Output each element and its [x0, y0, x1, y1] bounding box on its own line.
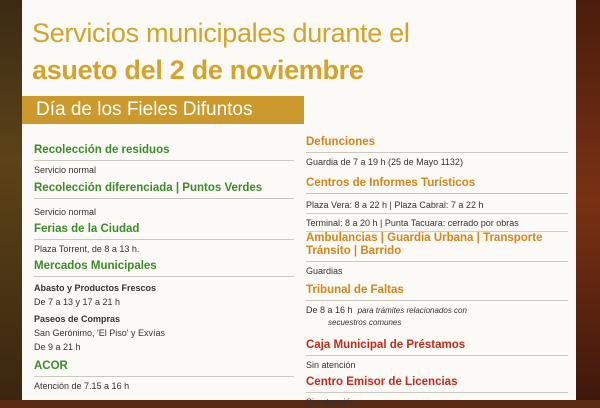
section-text: Sin atención: [306, 360, 356, 370]
section-licencias: [306, 376, 568, 408]
divider: [34, 198, 294, 199]
divider: [34, 376, 294, 377]
section-heading: Tránsito | Barrido: [306, 245, 402, 257]
section-text: Servicio normal: [34, 165, 97, 175]
section-text: [306, 304, 568, 317]
section-text: De 9 a 21 h: [34, 342, 81, 352]
divider: [306, 193, 568, 194]
divider: [34, 276, 294, 277]
section-heading: Recolección diferenciada | Puntos Verdes: [34, 182, 263, 194]
section-text: Guardias: [306, 266, 343, 276]
title-line-1: Servicios municipales durante el: [32, 18, 410, 48]
subsection-heading: Paseos de Compras: [34, 314, 121, 324]
section-heading: Ferias de la Ciudad: [34, 223, 140, 235]
subsection-heading: Abasto y Productos Frescos: [34, 283, 157, 293]
section-tribunal-faltas: [306, 284, 568, 329]
section-note: secuestros comunes: [328, 318, 402, 327]
divider: [306, 152, 568, 153]
section-turisticos: [306, 177, 568, 232]
divider: [34, 239, 294, 240]
section-ferias: [34, 223, 294, 255]
section-text: San Gerónimo, 'El Piso' y Exvías: [34, 328, 165, 338]
section-heading: Centros de Informes Turísticos: [306, 177, 476, 189]
section-text: Servicio normal: [34, 207, 97, 217]
section-text: De 7 a 13 y 17 a 21 h: [34, 297, 121, 307]
section-text: Plaza Vera: 8 a 22 h | Plaza Cabral: 7 a 22 h: [306, 198, 568, 214]
section-ambulancias: [306, 232, 568, 277]
section-heading: Tribunal de Faltas: [306, 284, 404, 296]
section-text: Terminal: 8 a 20 h | Punta Tacuara: cerrado por obras: [306, 216, 568, 232]
divider: [306, 261, 568, 262]
section-heading: Defunciones: [306, 136, 376, 148]
section-recoleccion: [34, 144, 294, 176]
section-text: Guardia de 7 a 19 h (25 de Mayo 1132): [306, 157, 463, 167]
background-left: [0, 0, 22, 400]
section-recoleccion-diferenciada: [34, 182, 294, 218]
background-right: [576, 0, 600, 400]
section-mercados: [34, 260, 294, 353]
section-heading: ACOR: [34, 360, 68, 372]
divider: [306, 300, 568, 301]
section-heading: Caja Municipal de Préstamos: [306, 339, 466, 351]
section-text: Atención de 7.15 a 16 h: [34, 381, 130, 391]
divider: [306, 355, 568, 356]
title-line-2: asueto del 2 de noviembre: [32, 55, 364, 85]
section-caja-prestamos: [306, 339, 568, 371]
notice-card: [22, 0, 576, 407]
section-heading: Ambulancias | Guardia Urbana | Transporte: [306, 232, 543, 244]
section-acor: [34, 360, 294, 392]
divider: [306, 392, 568, 393]
divider: [34, 160, 294, 161]
subtitle-text: Día de los Fieles Difuntos: [36, 99, 253, 120]
section-hours: De 8 a 16 h: [306, 305, 353, 315]
section-heading: Mercados Municipales: [34, 260, 157, 272]
section-heading: Centro Emisor de Licencias: [306, 376, 458, 388]
section-note: para trámites relacionados con: [357, 306, 467, 315]
section-defunciones: [306, 136, 568, 168]
section-heading: Recolección de residuos: [34, 144, 170, 156]
section-text: Plaza Torrent, de 8 a 13 h.: [34, 244, 140, 254]
section-text: Sin atención: [306, 397, 356, 407]
